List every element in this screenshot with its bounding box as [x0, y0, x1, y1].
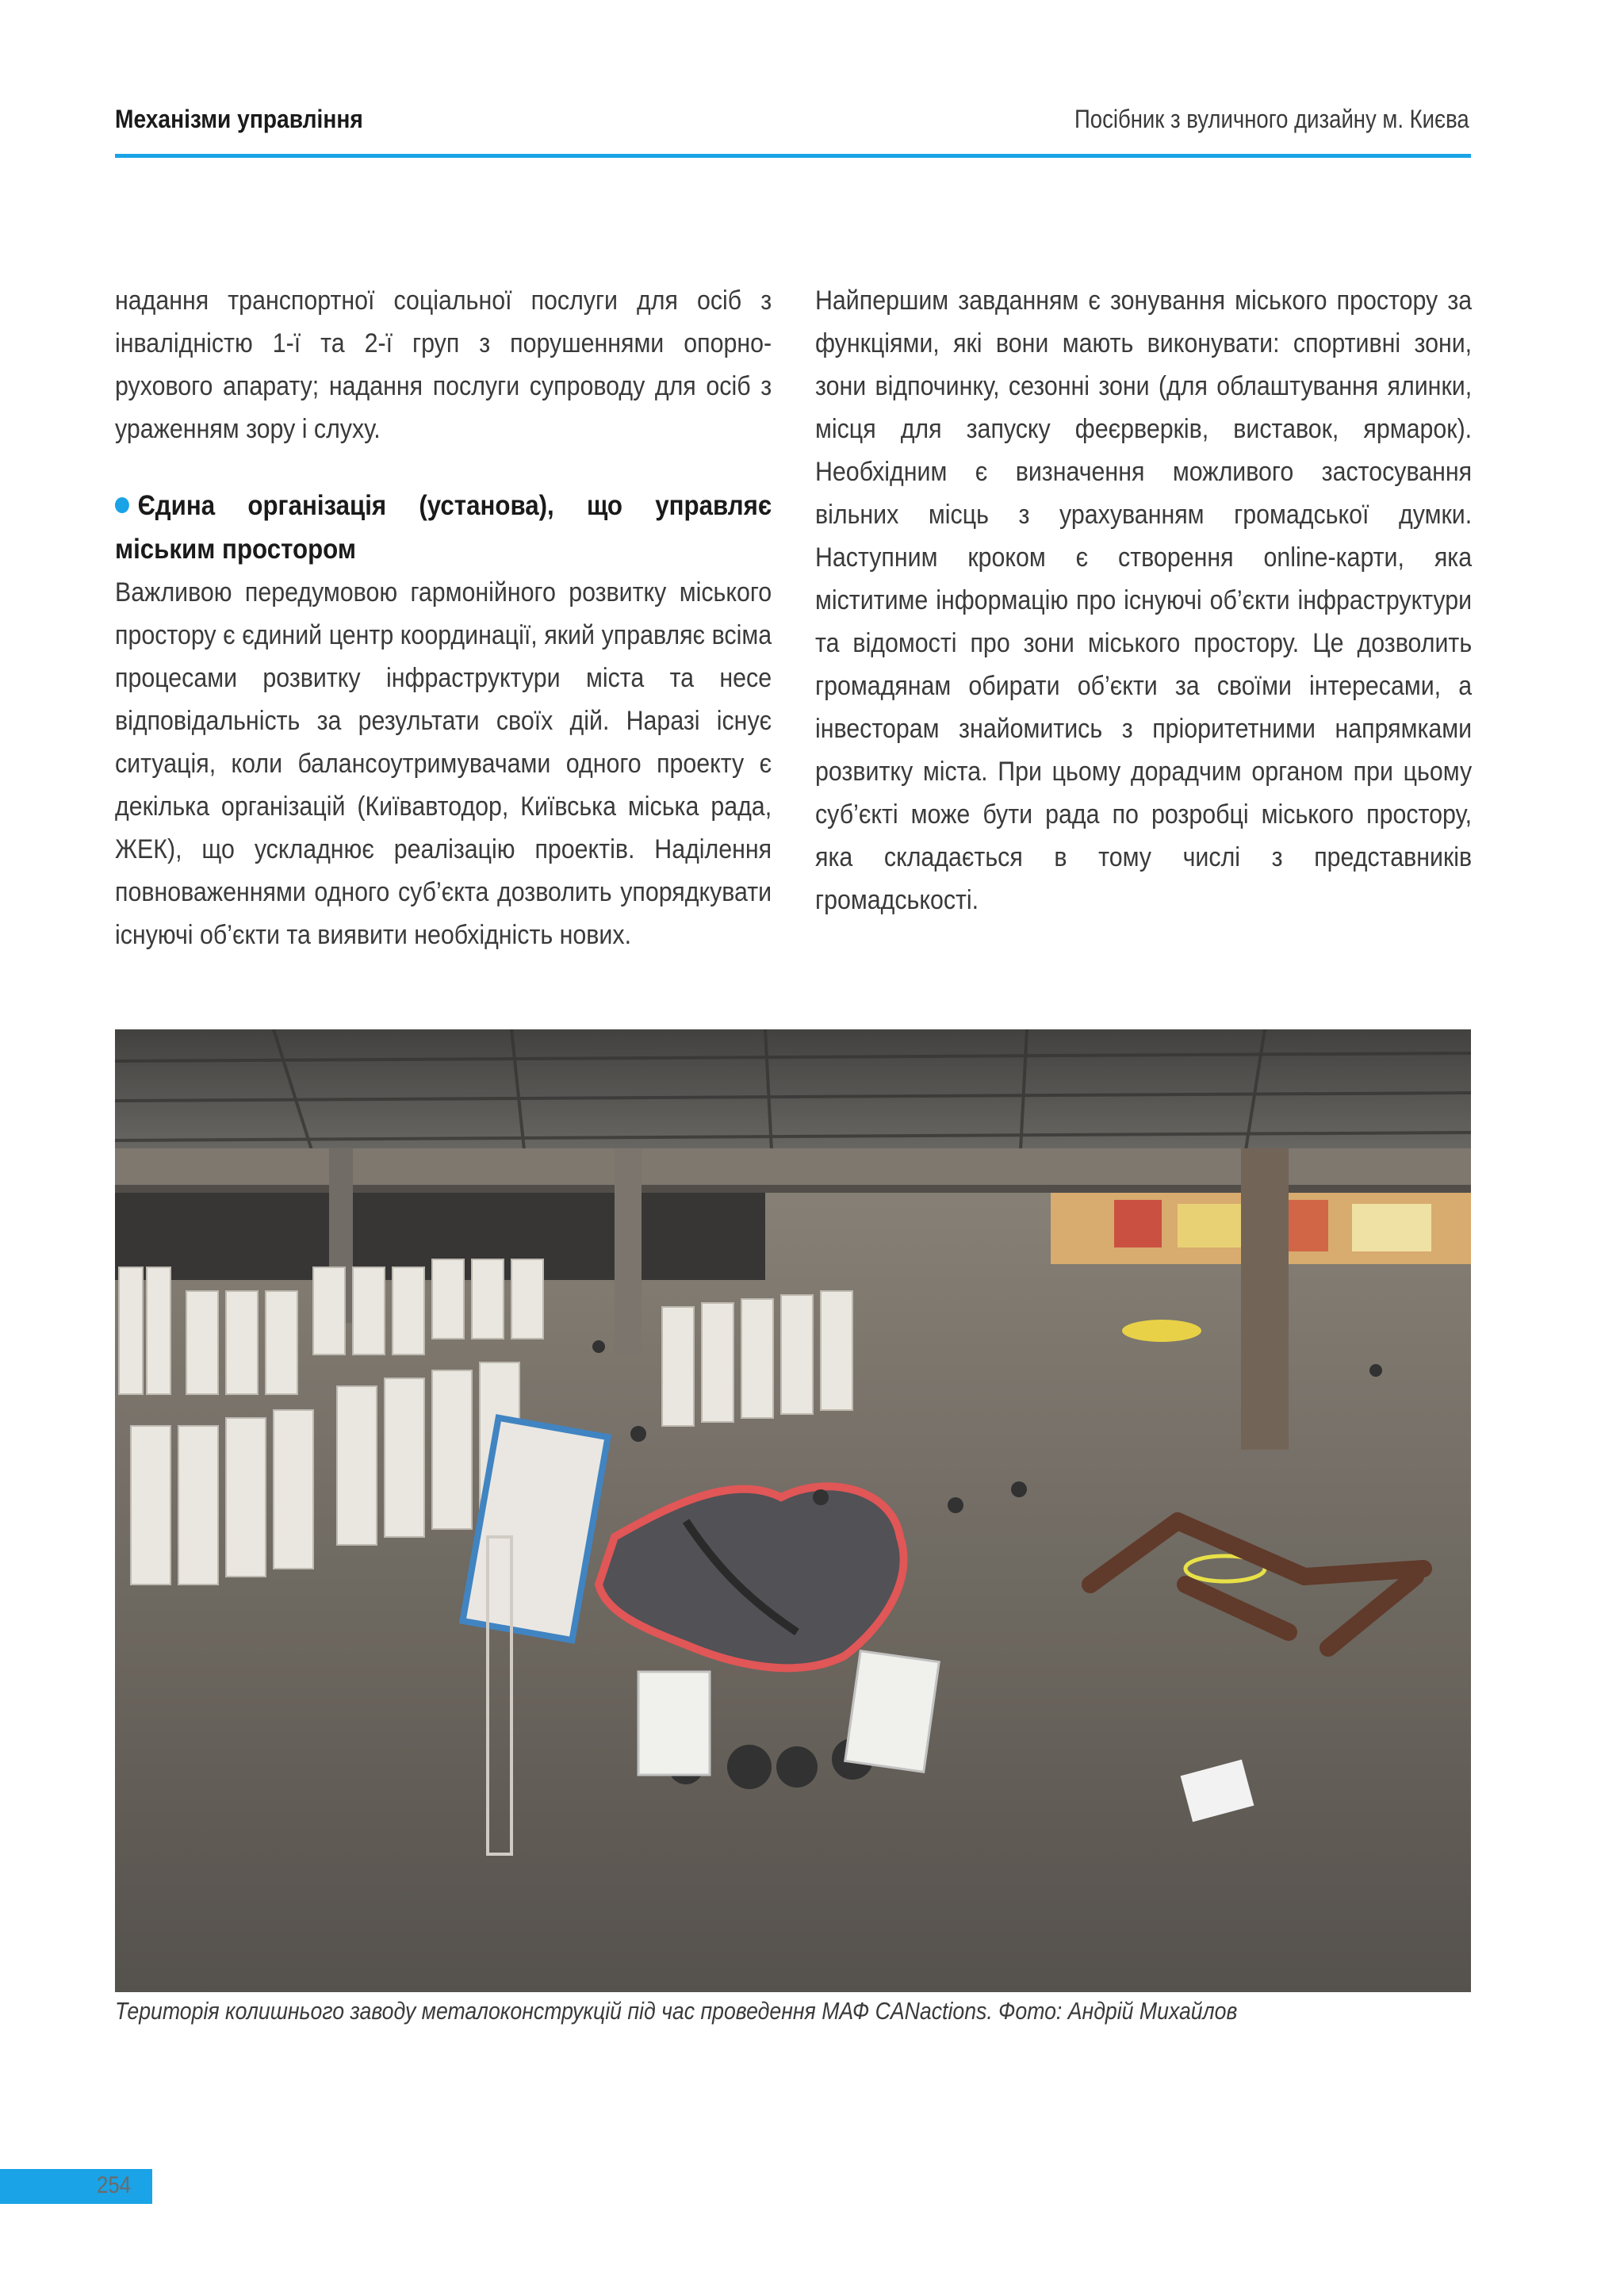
heading-text: Єдина організація (установа), що управляє міським простором	[115, 490, 772, 565]
paragraph: Важливою передумовою гармонійного розвитку міського простору є єдиний центр координації, який управляє всіма процесами розвитку інфраструктури міста та несе відповідальність за результати своїх дій. Наразі існує ситуація, коли балансоутримувачами одного проекту є декілька організацій (Київавтодор, Київська міська рада, ЖЕК), що ускладнює реалізацію проектів. Наділення повноваженнями одного суб’єкта дозволить упорядкувати існуючі об’єкти та виявити необхідність нових.	[115, 577, 772, 950]
photo-illustration	[115, 1029, 1471, 1992]
header-divider	[115, 154, 1471, 158]
page-number: 254	[97, 2172, 132, 2198]
paragraph: Найпершим завданням є зонування міського простору за функціями, які вони мають виконувати: спортивні зони, зони відпочинку, сезонні зони (для облаштування ялинки, місця для запуску феєрверків, виставок, ярмарок). Необхідним є визначення можливого застосування вільних місць з урахуванням громадської думки. Наступним кроком є створення online-карти, яка міститиме інформацію про існуючі об’єкти інфраструктури та відомості про зони міського простору. Це дозволить громадянам обирати об’єкти за своїми інтересами, а інвесторам знайомитись з пріоритетними напрямками розвитку міста. При цьому дорадчим органом при цьому суб’єкті може бути рада по розробці міського простору, яка складається в тому числі з представників громадськості.	[815, 286, 1473, 915]
photo-caption: Територія колишнього заводу металоконструкцій під час проведення МАФ CANactions. Фото: Андрій Михайлов	[115, 1997, 1238, 2025]
section-title: Механізми управління	[115, 105, 363, 133]
bullet-icon	[115, 497, 129, 513]
bullet-heading	[115, 484, 772, 571]
left-text-column	[115, 279, 772, 956]
guide-title: Посібник з вуличного дизайну м. Києва	[1074, 105, 1469, 133]
right-text-column	[815, 279, 1472, 922]
paragraph: надання транспортної соціальної послуги для осіб з інвалідністю 1-ї та 2-ї груп з порушеннями опорно-рухового апарату; надання послуги супроводу для осіб з ураженням зору і слуху.	[115, 286, 772, 444]
hall-photo	[115, 1029, 1471, 1992]
